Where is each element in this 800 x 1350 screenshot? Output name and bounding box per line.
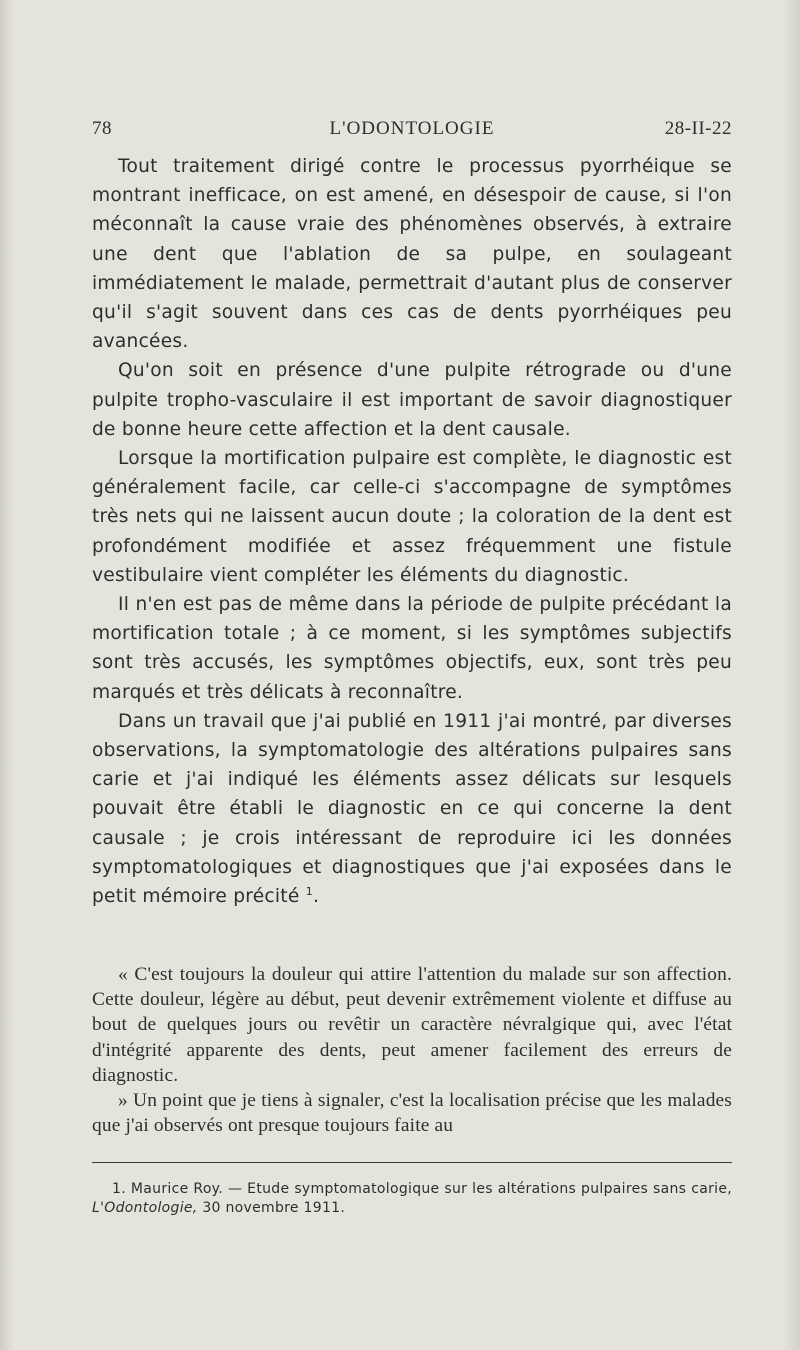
running-header [92,118,732,142]
footnote-tail: 30 novembre 1911. [202,1200,346,1216]
footnote-text [92,1180,732,1218]
footnote [92,1180,732,1218]
footnote-rule [92,1162,732,1163]
body-paragraph: Qu'on soit en présence d'une pulpite rétrograde ou d'une pulpite tropho-vasculaire il est important de savoir diagnostiquer de bonne heure cette affection et la dent causale. [92,360,732,440]
body-end-punct: . [312,886,320,908]
page-edge-right [784,0,800,1350]
body-paragraph-text: Dans un travail que j'ai publié en 1911 j'ai montré, par diverses observations, la symptomatologie des altérations pulpaires sans carie et j'ai indiqué les éléments assez délicats sur lesquels pouvait être établi le diagnostic en ce qui concerne la dent causale ; je crois intéressant de reproduire ici les données symptomatologiques et diagnostiques que j'ai exposées dans le petit mémoire précité [92,710,732,908]
footnote-reference: 1 [305,884,313,898]
body-paragraph-last [92,707,732,911]
body-paragraph: Il n'en est pas de même dans la période de pulpite précédant la mortification totale ; à ce moment, si les symptômes subjectifs sont très accusés, les symptômes objectifs, eux, sont très peu marqués et très délicats à reconnaître. [92,594,732,703]
page-edge-left [0,0,14,1350]
quote-paragraph: » Un point que je tiens à signaler, c'est la localisation précise que les malades que j'ai observés ont presque toujours faite au [92,1090,732,1137]
issue-date: 28-II-22 [664,118,732,139]
quote-paragraph: « C'est toujours la douleur qui attire l'attention du malade sur son affection. Cette douleur, légère au début, peut devenir extrêmement violente et diffuse au bout de quelques jours ou revêtir un caractère névralgique qui, avec l'état d'intégrité apparente des dents, peut amener facilement des erreurs de diagnostic. [92,964,732,1086]
footnote-journal: L'Odontologie, [92,1200,198,1216]
footnote-lead: 1. Maurice Roy. — Etude symptomatologique sur les altérations pulpaires sans carie, [112,1181,732,1197]
page-number: 78 [92,118,112,139]
body-paragraph: Tout traitement dirigé contre le processus pyorrhéique se montrant inefficace, on est amené, en désespoir de cause, si l'on méconnaît la cause vraie des phénomènes observés, à extraire une dent que l'ablation de sa pulpe, en soulageant immédiatement le malade, permettrait d'autant plus de conserver qu'il s'agit souvent dans ces cas de dents pyorrhéiques peu avancées. [92,156,732,353]
body-text [92,152,732,911]
journal-title: L'ODONTOLOGIE [329,118,495,139]
quoted-passage [92,962,732,1138]
body-paragraph: Lorsque la mortification pulpaire est complète, le diagnostic est généralement facile, car celle-ci s'accompagne de symptômes très nets qui ne laissent aucun doute ; la coloration de la dent est profondément modifiée et assez fréquemment une fistule vestibulaire vient compléter les éléments du diagnostic. [92,448,732,586]
